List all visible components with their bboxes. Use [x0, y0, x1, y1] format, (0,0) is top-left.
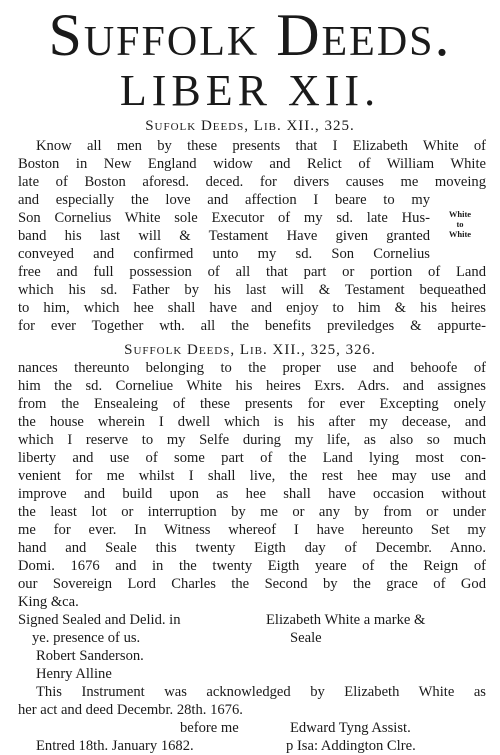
signer-seal: Seale [290, 630, 322, 646]
text-line: and especially the love and affection I beare to my [18, 192, 430, 208]
signer-line: Elizabeth White a marke & [266, 612, 426, 628]
text-line: which his sd. Father by his last will & Testament bequeathed [18, 282, 486, 298]
text-line: him the sd. Corneliue White his heires Exrs. Adrs. and assignes [18, 378, 486, 394]
closing-line: King &ca. [18, 594, 79, 610]
text-line: me for ever. In Witness whereof I have hereunto Set my [18, 522, 486, 538]
text-line: band his last will & Testament Have given granted [18, 228, 430, 244]
running-head: Sufolk Deeds, Lib. XII., 325. [145, 118, 355, 134]
before-me-line: before me [180, 720, 239, 736]
witness-name: Henry Alline [36, 666, 112, 682]
text-line: Son Cornelius White sole Executor of my sd. late Hus- [18, 210, 430, 226]
text-line: our Sovereign Lord Charles the Second by the grace of God [18, 576, 486, 592]
text-line: improve and build upon as hee shall have occasion without [18, 486, 486, 502]
text-line: Boston in New England widow and Relict of William White [18, 156, 486, 172]
text-line: for ever Together wth. all the benefits previledges & appurte- [18, 318, 486, 334]
text-line: liberty and use of some part of the Land lying most con- [18, 450, 486, 466]
clerk-name: p Isa: Addington Clre. [286, 738, 416, 754]
acknowledgement-line: This Instrument was acknowledged by Elizabeth White as [36, 684, 486, 700]
text-line: conveyed and confirmed unto my sd. Son Cornelius [18, 246, 430, 262]
margin-note-line: White [448, 229, 472, 239]
running-head: Suffolk Deeds, Lib. XII., 325, 326. [124, 342, 376, 358]
text-line: Know all men by these presents that I Elizabeth White of [36, 138, 486, 154]
text-line: nances thereunto belonging to the proper use and behoofe of [18, 360, 486, 376]
text-line: to him, which hee shall have and enjoy to him & his heires [18, 300, 486, 316]
assistant-name: Edward Tyng Assist. [290, 720, 411, 736]
text-line: venient for me whilst I shall live, the rest hee may use and [18, 468, 486, 484]
text-line: late of Boston aforesd. deced. for divers causes me moveing [18, 174, 486, 190]
signed-line: ye. presence of us. [32, 630, 141, 646]
entry-date-line: Entred 18th. January 1682. [36, 738, 194, 754]
page-title: Suffolk Deeds. [48, 2, 452, 68]
text-line: hand and Seale this twenty Eigth day of Decembr. Anno. [18, 540, 486, 556]
margin-note-line: to [456, 219, 464, 229]
margin-note-line: White [448, 209, 472, 219]
acknowledgement-line: her act and deed Decembr. 28th. 1676. [18, 702, 243, 718]
liber-heading: LIBER XII. [119, 66, 381, 115]
text-line: which I reserve to my Selfe during my life, as also so much [18, 432, 486, 448]
witness-name: Robert Sanderson. [36, 648, 144, 664]
signed-line: Signed Sealed and Delid. in [18, 612, 181, 628]
text-line: from the Ensealeing of these presents for ever Excepting onely [18, 396, 486, 412]
text-line: Domi. 1676 and in the twenty Eigth yeare of the Reign of [18, 558, 486, 574]
margin-note [438, 209, 482, 239]
text-line: free and full possession of all that part or portion of Land [18, 264, 486, 280]
text-line: the least lot or interruption by me or any by from or under [18, 504, 486, 520]
text-line: the house wherein I dwell which is his after my decease, and [18, 414, 486, 430]
